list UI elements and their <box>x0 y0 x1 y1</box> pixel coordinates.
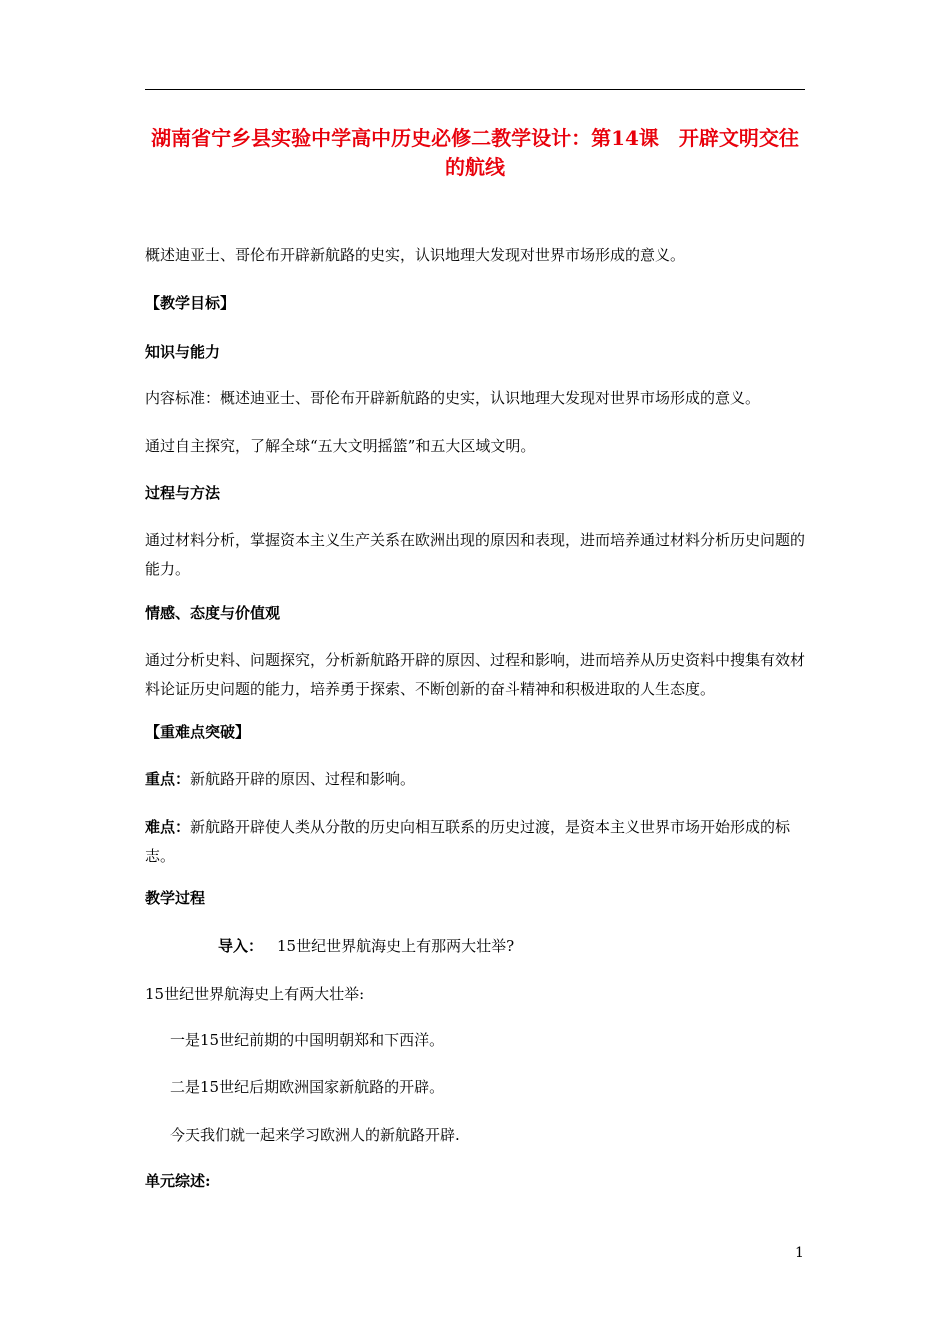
answer-two: 二是15世纪后期欧洲国家新航路的开辟。 <box>170 1078 445 1096</box>
heading-goals: 【教学目标】 <box>145 294 236 312</box>
intro-label: 导入： <box>218 937 264 955</box>
intro-line <box>218 932 883 961</box>
heading-teaching: 教学过程 <box>145 889 206 907</box>
content-standard: 内容标准：概述迪亚士、哥伦布开辟新航路的史实，认识地理大发现对世界市场形成的意义。 <box>145 389 761 407</box>
header-rule <box>145 89 805 90</box>
heading-unit: 单元综述: <box>145 1172 211 1190</box>
difficult-text: 新航路开辟使人类从分散的历史向相互联系的历史过渡，是资本主义世界市场开始形成的标志。 <box>145 818 791 865</box>
key-point <box>145 765 810 794</box>
emotion-text: 通过分析史料、问题探究，分析新航路开辟的原因、过程和影响，进而培养从历史资料中搜集有效材料论证历史问题的能力，培养勇于探索、不断创新的奋斗精神和积极进取的人生态度。 <box>145 651 806 698</box>
heading-process: 过程与方法 <box>145 484 221 502</box>
difficult-label: 难点： <box>145 818 191 836</box>
heading-emotion: 情感、态度与价值观 <box>145 604 281 622</box>
answer-one: 一是15世纪前期的中国明朝郑和下西洋。 <box>170 1031 445 1049</box>
page-number: 1 <box>795 1245 804 1261</box>
key-label: 重点： <box>145 770 191 788</box>
difficult-point <box>145 813 810 871</box>
process-text: 通过材料分析，掌握资本主义生产关系在欧洲出现的原因和表现，进而培养通过材料分析历史问题的能力。 <box>145 531 806 578</box>
answer-lead: 15世纪世界航海史上有两大壮举: <box>145 985 365 1003</box>
standard-intro: 概述迪亚士、哥伦布开辟新航路的史实，认识地理大发现对世界市场形成的意义。 <box>145 246 686 264</box>
key-text: 新航路开辟的原因、过程和影响。 <box>190 770 416 788</box>
inquiry-text: 通过自主探究，了解全球“五大文明摇篮”和五大区域文明。 <box>145 437 536 455</box>
document-title: 湖南省宁乡县实验中学高中历史必修二教学设计：第14课 开辟文明交往的航线 <box>151 126 799 179</box>
today-text: 今天我们就一起来学习欧洲人的新航路开辟. <box>170 1126 460 1144</box>
heading-keypoints: 【重难点突破】 <box>145 723 251 741</box>
intro-question: 15世纪世界航海史上有那两大壮举? <box>277 937 515 955</box>
heading-knowledge: 知识与能力 <box>145 343 221 361</box>
